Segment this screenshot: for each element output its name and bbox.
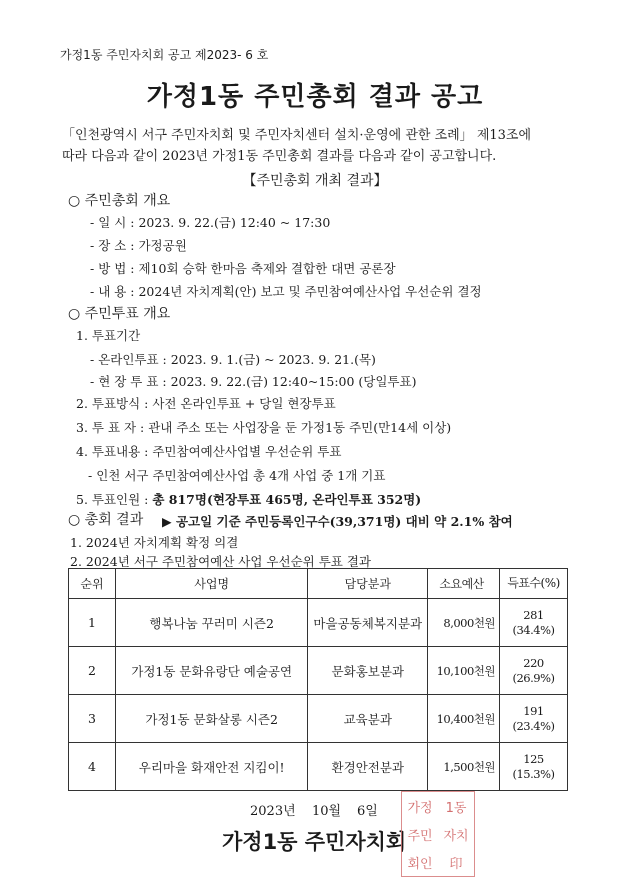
table-row	[69, 695, 568, 743]
vote-count: 281	[523, 608, 544, 623]
cell-votes	[500, 599, 568, 647]
notice-number: 가정1동 주민자치회 공고 제2023- 6 호	[60, 48, 269, 62]
seal-char: 자치	[443, 828, 469, 844]
vote-percent: (23.4%)	[512, 718, 555, 733]
date-month: 10월	[312, 804, 342, 819]
table-row	[69, 647, 568, 695]
col-budget: 소요예산	[428, 569, 500, 599]
vote-percent: (15.3%)	[512, 766, 555, 781]
results-item-1: 1. 2024년 자치계획 확정 의결	[70, 535, 239, 550]
vote-method: 2. 투표방식 : 사전 온라인투표 + 당일 현장투표	[76, 396, 336, 411]
vote-percent: (26.9%)	[512, 670, 555, 685]
vote-results-table	[68, 568, 568, 791]
overview-item-method: - 방 법 : 제10회 승학 한마음 축제와 결합한 대면 공론장	[90, 261, 396, 276]
cell-votes	[500, 743, 568, 791]
cell-project-name: 가정1동 문화유랑단 예술공연	[115, 647, 308, 695]
cell-department: 문화홍보분과	[308, 647, 428, 695]
col-project-name: 사업명	[115, 569, 308, 599]
results-heading: ○ 총회 결과	[68, 512, 144, 528]
results-item-2: 2. 2024년 서구 주민참여예산 사업 우선순위 투표 결과	[70, 554, 371, 569]
table-row	[69, 599, 568, 647]
official-seal-stamp	[401, 791, 475, 877]
vote-turnout	[76, 490, 421, 508]
seal-char: 주민	[407, 828, 433, 844]
vote-period-online: - 온라인투표 : 2023. 9. 1.(금) ~ 2023. 9. 21.(목)	[90, 352, 376, 367]
vote-content: 4. 투표내용 : 주민참여예산사업별 우선순위 투표	[76, 444, 342, 459]
section-heading: 【주민총회 개최 결과】	[242, 173, 388, 189]
cell-votes	[500, 695, 568, 743]
cell-department: 환경안전분과	[308, 743, 428, 791]
cell-votes	[500, 647, 568, 695]
vote-count: 191	[523, 704, 544, 719]
vote-count: 125	[523, 752, 544, 767]
vote-percent: (34.4%)	[512, 622, 555, 637]
date-year: 2023년	[250, 804, 296, 819]
cell-project-name: 우리마을 화재안전 지킴이!	[115, 743, 308, 791]
cell-budget: 8,000천원	[428, 599, 500, 647]
col-department: 담당분과	[308, 569, 428, 599]
vote-content-sub: - 인천 서구 주민참여예산사업 총 4개 사업 중 1개 기표	[88, 468, 386, 483]
seal-char: 印	[449, 856, 463, 872]
overview-item-datetime: - 일 시 : 2023. 9. 22.(금) 12:40 ~ 17:30	[90, 215, 331, 230]
overview-heading: ○ 주민총회 개요	[68, 193, 171, 209]
vote-turnout-label: 5. 투표인원 :	[76, 492, 153, 507]
seal-char: 1동	[445, 800, 467, 816]
cell-budget: 10,400천원	[428, 695, 500, 743]
seal-char: 회인	[407, 856, 433, 872]
table-header-row	[69, 569, 568, 599]
cell-rank: 2	[69, 647, 116, 695]
document-title: 가정1동 주민총회 결과 공고	[146, 82, 484, 112]
vote-turnout-value: 총 817명(현장투표 465명, 온라인투표 352명)	[152, 492, 422, 507]
cell-budget: 10,100천원	[428, 647, 500, 695]
vote-period-onsite: - 현 장 투 표 : 2023. 9. 22.(금) 12:40~15:00 (당일투표)	[90, 374, 417, 389]
vote-participation: ▶ 공고일 기준 주민등록인구수(39,371명) 대비 약 2.1% 참여	[162, 514, 513, 529]
cell-budget: 1,500천원	[428, 743, 500, 791]
overview-item-content: - 내 용 : 2024년 자치계획(안) 보고 및 주민참여예산사업 우선순위 결정	[90, 284, 482, 299]
seal-char: 가정	[407, 800, 433, 816]
cell-rank: 3	[69, 695, 116, 743]
cell-rank: 1	[69, 599, 116, 647]
col-rank: 순위	[69, 569, 116, 599]
table-row	[69, 743, 568, 791]
overview-item-place: - 장 소 : 가정공원	[90, 238, 187, 253]
cell-project-name: 행복나눔 꾸러미 시즌2	[115, 599, 308, 647]
cell-rank: 4	[69, 743, 116, 791]
vote-voters: 3. 투 표 자 : 관내 주소 또는 사업장을 둔 가정1동 주민(만14세 이상)	[76, 420, 452, 435]
cell-project-name: 가정1동 문화살롱 시즌2	[115, 695, 308, 743]
intro-line-2: 따라 다음과 같이 2023년 가정1동 주민총회 결과를 다음과 같이 공고합니다.	[62, 149, 497, 164]
intro-line-1: 「인천광역시 서구 주민자치회 및 주민자치센터 설치·운영에 관한 조례」 제13조에	[62, 128, 532, 143]
date-day: 6일	[357, 804, 378, 819]
issuing-organization: 가정1동 주민자치회	[222, 830, 407, 854]
vote-period-label: 1. 투표기간	[76, 328, 141, 343]
cell-department: 교육분과	[308, 695, 428, 743]
cell-department: 마을공동체복지분과	[308, 599, 428, 647]
vote-count: 220	[523, 656, 544, 671]
vote-overview-heading: ○ 주민투표 개요	[68, 306, 171, 322]
col-votes: 득표수(%)	[500, 569, 568, 599]
